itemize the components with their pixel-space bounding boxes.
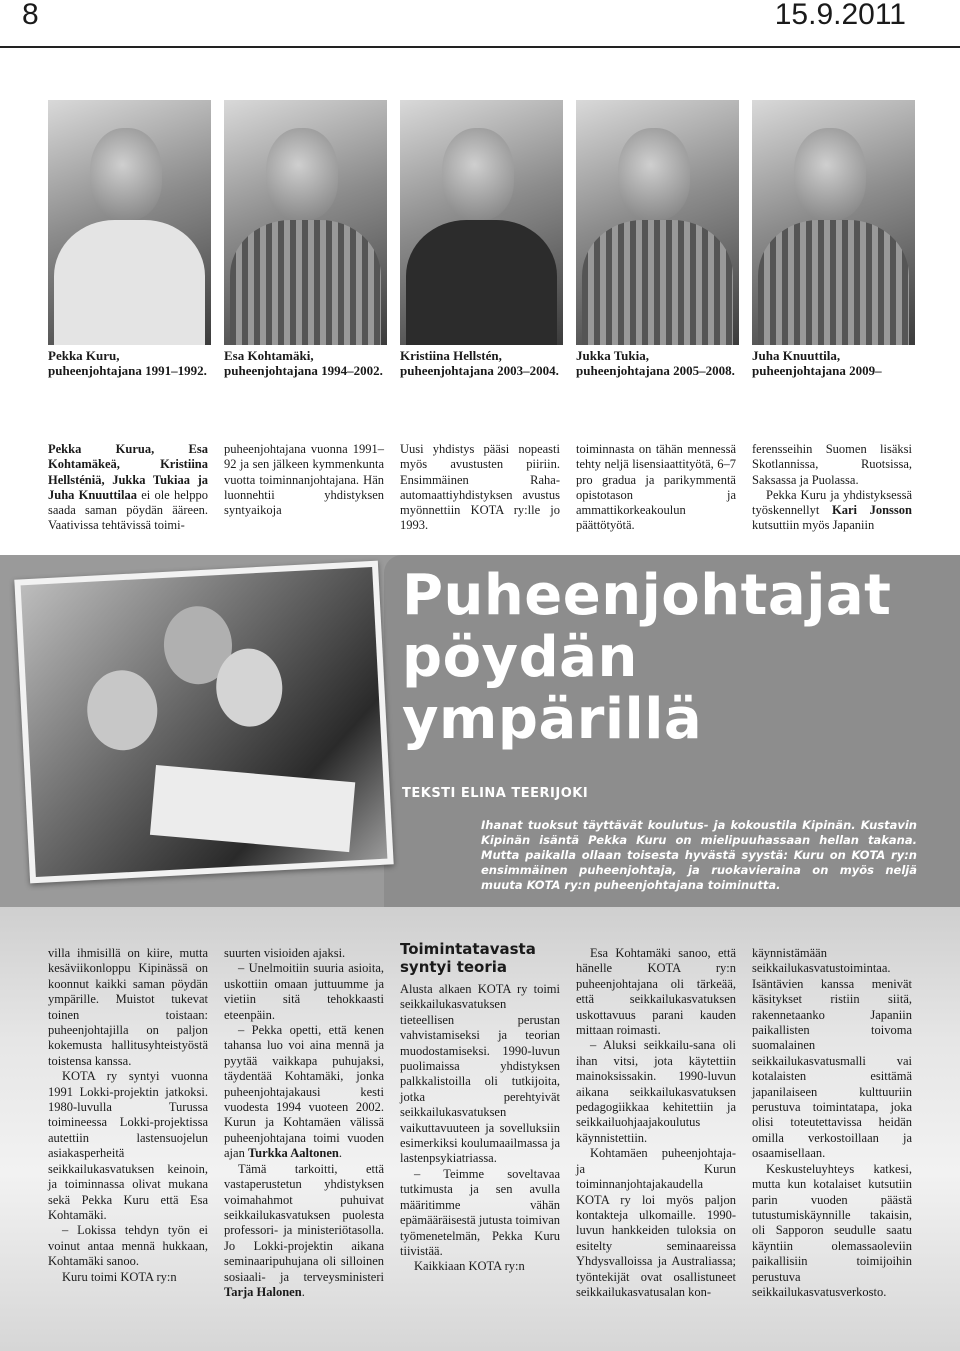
portrait-caption-3: Kristiina Hellstén, puheenjohtajana 2003–2004. — [400, 348, 559, 378]
article-headline: Puheenjohtajat pöydän ympärillä — [402, 563, 892, 752]
issue-date: 15.9.2011 — [774, 0, 906, 31]
portrait-photo-1 — [48, 100, 211, 345]
portrait-caption-5: Juha Knuuttila, puheenjohtajana 2009– — [752, 348, 882, 378]
intro-names: Pekka Kurua, Esa Kohtamäkeä, Kristiina Hellsténiä, Jukka Tukiaa ja Juha Knuuttilaa — [48, 442, 208, 502]
intro-column-4: toiminnasta on tähän mennessä tehty neljä lisensiaattityötä, 6–7 pro gradua ja parikymmentä opistotason ja ammattikorkeakoulun päättötyötä. — [576, 442, 736, 533]
body-column-5: käynnistämään seikkailukasvatustoimintaa. Isäntävien kanssa menivät käsitykset ristiin siitä, rakennetaanko Japaniin paikallisten toivoma suomalainen seikkailukasvatusmalli vai kotalaisten esittämä japanilaiseen kulttuuriin perustuva toimintatapa, joka olisi toteutettavissa heidän omilla verkostoillaan ja osaamisellaan. Keskusteluyhteys katkesi, mutta kun kotalaiset kutsutiin parin vuoden päästä tutustumiskäynnille takaisin, oli Sapporon seudulle saatu käyntiin olemassaoleviin paikallisiin toimijoihin perustuva seikkailukasvatusverkosto. — [752, 946, 912, 1299]
portrait-photo-4 — [576, 100, 739, 345]
portrait-photo-3 — [400, 100, 563, 345]
lead-paragraph: Ihanat tuoksut täyttävät koulutus- ja kokoustila Kipinän. Kustavin Kipinän isäntä Pekka Kuru on mielipuuhassaan hellan takana. Mutta paikalla ollaan toisesta hyvästä syystä: Kuru on KOTA ry:n ensimmäinen puheenjohtaja, ja ruokavieraina on myös neljä muuta KOTA ry:n puheenjohtajana toiminutta. — [481, 818, 917, 892]
portrait-photo-5 — [752, 100, 915, 345]
intro-column-3: Uusi yhdistys pääsi nopeasti myös avustusten piiriin. Ensimmäinen Raha-automaattiyhdistyksen avustus myönnettiin KOTA ry:lle jo 1993. — [400, 442, 560, 533]
byline: TEKSTI ELINA TEERIJOKI — [402, 786, 589, 801]
intro-column-2: puheenjohtajana vuonna 1991–92 ja sen jälkeen kymmenkunta vuotta toiminnanjohtajana. Hän luonnehtii yhdistyksen syntyaikoja — [224, 442, 384, 518]
intro-column-1: Pekka Kurua, Esa Kohtamäkeä, Kristiina Hellsténiä, Jukka Tukiaa ja Juha Knuuttilaa ei ole helppo saada saman pöydän ääreen. Vaativissa tehtävissä toimi- — [48, 442, 208, 533]
kitchen-group-photo — [14, 561, 393, 884]
header-rule — [0, 46, 960, 48]
body-column-4: Esa Kohtamäki sanoo, että hänelle KOTA ry:n puheenjohtajana oli tärkeää, että seikkailukasvatuksen uskottavuus parani kauden mittaan roimasti. – Aluksi seikkailu-sana oli ihan vitsi, jota käytettiin mainoksissakin. 1990-luvun aikana seikkailukasvatuksen pedagogiikkaa kehitettiin ja seikkailuohjaajakoulutus käynnistettiin. Kohtamäen puheenjohtaja- ja Kurun toiminnanjohtajakaudella KOTA ry loi myös paljon kontakteja ulkomaille. 1990-luvun hankkeiden tuloksia on esitelty seminaareissa Yhdysvalloissa ja Australiassa; työntekijät ovat osallistuneet seikkailukasvatusalan kon- — [576, 946, 736, 1299]
portrait-caption-4: Jukka Tukia, puheenjohtajana 2005–2008. — [576, 348, 735, 378]
body-column-1: villa ihmisillä on kiire, mutta kesäviikonloppu Kipinässä on koonnut kaikki saman pöydän ympärille. Muistot tukevat toinen toistaan: puheenjohtajilla on paljon kokemusta hallitusyhteistyöstä toistensa kanssa. KOTA ry syntyi vuonna 1991 Lokki-projektin jatkoksi. 1980-luvulla Turussa toimineessa Lokki-projektissa autettiin lastensuojelun asiakasperheitä seikkailukasvatuksen keinoin, ja toiminnassa olivat mukana sekä Pekka Kuru että Esa Kohtamäki. – Lokissa tehdyn työn ei voinut antaa mennä hukkaan, Kohtamäki sanoo. Kuru toimi KOTA ry:n — [48, 946, 208, 1284]
portrait-caption-1: Pekka Kuru, puheenjohtajana 1991–1992. — [48, 348, 207, 378]
page-header — [0, 0, 960, 44]
section-subheading: Toimintatavasta syntyi teoria — [400, 940, 536, 976]
page-number: 8 — [22, 0, 39, 31]
portrait-caption-2: Esa Kohtamäki, puheenjohtajana 1994–2002. — [224, 348, 383, 378]
body-column-3: Toimintatavasta syntyi teoria Alusta alkaen KOTA ry toimi seikkailukasvatuksen tieteellisen perustan vahvistamiseksi ja teorian muodostamiseksi. 1990-luvun puolimaissa yhdistyksen palkkalistoilla oli tutkijoita, jotka perehtyivät seikkailukasvatuksen vaikuttavuuteen ja sovelluksiin esimerkiksi koulumaailmassa ja lastenpsykiatriassa. – Teimme soveltavaa tutkimusta ja sen avulla määritimme vähän epämääräisestä jutusta toimivan työmenetelmän, Pekka Kuru tiivistää. Kaikkiaan KOTA ry:n — [400, 940, 560, 1274]
portrait-photo-2 — [224, 100, 387, 345]
body-column-2: suurten visioiden ajaksi. – Unelmoitiin suuria asioita, uskottiin omaan juttuumme ja vietiin sitä tehokkaasti eteenpäin. – Pekka opetti, että kenen tahansa luo voi aina mennä ja pyytää vaikkapa puhujaksi, täydentää Kohtamäki, jonka puheenjohtajakausi kesti vuodesta 1994 vuoteen 2002. Kurun ja Kohtamäen välissä puheenjohtajana toimi vuoden ajan Turkka Aaltonen. Tämä tarkoitti, että vastaperustetun yhdistyksen voimahahmot puhuivat seikkailukasvatuksen puolesta professori- ja ministeriötasolla. Jo Lokki-projektin aikana seminaaripuhujana oli silloinen sosiaali- ja terveysministeri Tarja Halonen. — [224, 946, 384, 1299]
intro-column-5: ferensseihin Suomen lisäksi Skotlannissa, Ruotsissa, Saksassa ja Puolassa. Pekka Kuru ja yhdistyksessä työskennellyt Kari Jonsson kutsuttiin myös Japaniin — [752, 442, 912, 533]
